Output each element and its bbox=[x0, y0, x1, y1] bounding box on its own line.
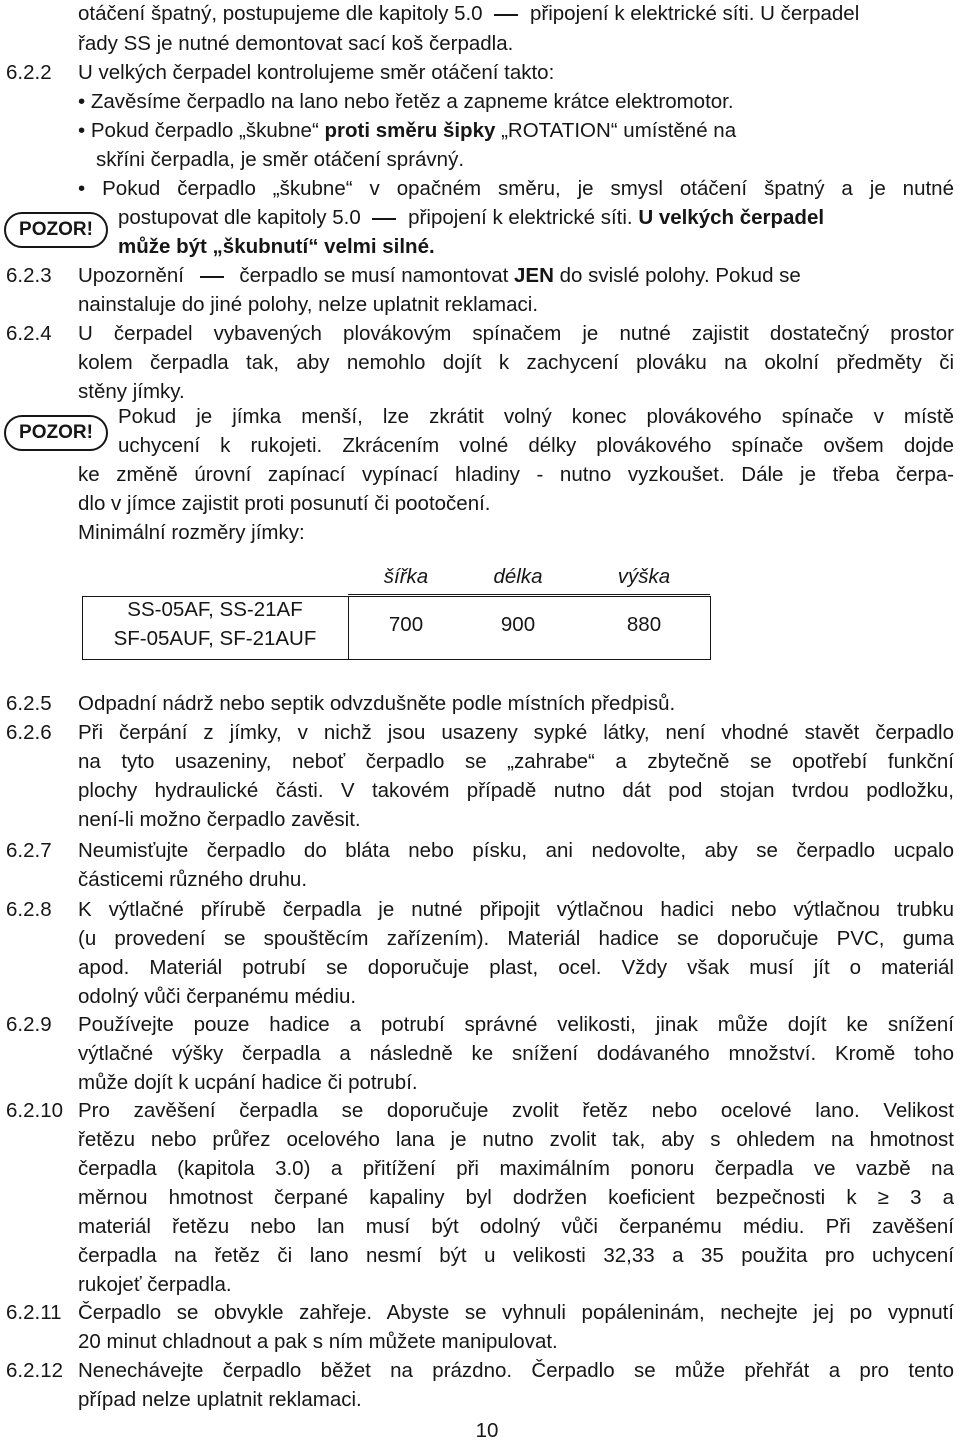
text-line: stěny jímky. bbox=[78, 380, 185, 403]
section-number: 6.2.6 bbox=[6, 721, 52, 744]
text-line: apod. Materiál potrubí se doporučuje plast, ocel. Vždy však musí jít o materiál bbox=[78, 956, 954, 979]
table-divider bbox=[348, 596, 349, 660]
bold-text: U velkých čerpadel bbox=[638, 206, 825, 229]
bold-text: může být „škubnutí“ velmi silné. bbox=[118, 235, 435, 258]
text-line: Nenechávejte čerpadlo běžet na prázdno. Čerpadlo se může přehřát a pro tento bbox=[78, 1359, 954, 1382]
text-line: na tyto usazeniny, neboť čerpadlo se „zahrabe“ a zbytečně se opotřebí funkční bbox=[78, 750, 954, 773]
section-number: 6.2.12 bbox=[6, 1359, 63, 1382]
text-line bbox=[78, 2, 954, 26]
text-line: uchycení k rukojeti. Zkrácením volné délky plovákového spínače ovšem dojde bbox=[118, 434, 954, 457]
section-number: 6.2.8 bbox=[6, 898, 52, 921]
table-cell-value: 880 bbox=[626, 613, 662, 636]
text-span: postupovat dle kapitoly 5.0 bbox=[118, 206, 361, 229]
text-line: U velkých čerpadel kontrolujeme směr otáčení takto: bbox=[78, 61, 555, 84]
section-number: 6.2.10 bbox=[6, 1099, 63, 1122]
section-number: 6.2.5 bbox=[6, 692, 52, 715]
text-line: nainstaluje do jiné polohy, nelze uplatnit reklamaci. bbox=[78, 293, 539, 316]
bold-text: JEN bbox=[514, 264, 554, 287]
text-span: čerpadlo se musí namontovat bbox=[239, 264, 509, 287]
text-line: čerpadla (kapitola 3.0) a přitížení při maximálním ponoru čerpadla ve vazbě na bbox=[78, 1157, 954, 1180]
text-line: kolem čerpadla tak, aby nemohlo dojít k zachycení plováku na okolní předměty či bbox=[78, 351, 954, 374]
text-span: připojení k elektrické síti. bbox=[408, 206, 633, 229]
text-line: výtlačné výšky čerpadla a následně ke snížení dodávaného množství. Kromě toho bbox=[78, 1042, 954, 1065]
text-line: Neumisťujte čerpadlo do bláta nebo písku, ani nedovolte, aby se čerpadlo ucpalo bbox=[78, 839, 954, 862]
page-number: 10 bbox=[475, 1419, 499, 1442]
section-number: 6.2.4 bbox=[6, 322, 52, 345]
section-number: 6.2.11 bbox=[6, 1301, 62, 1324]
table-divider bbox=[710, 596, 711, 660]
text-line: částicemi různého druhu. bbox=[78, 868, 308, 891]
text-span: otáčení špatný, postupujeme dle kapitoly 5.0 bbox=[78, 2, 483, 25]
text-line: ke změně úrovní zapínací vypínací hladiny - nutno vyzkoušet. Dále je třeba čerpa- bbox=[78, 463, 954, 486]
table-cell-model: SS-05AF, SS-21AF bbox=[127, 598, 303, 621]
text-line: U čerpadel vybavených plovákovým spínačem je nutné zajistit dostatečný prostor bbox=[78, 322, 954, 345]
table-cell-model: SF-05AUF, SF-21AUF bbox=[113, 627, 317, 650]
bullet-item bbox=[78, 119, 954, 143]
text-line: může dojít k ucpání hadice či potrubí. bbox=[78, 1071, 418, 1094]
text-line: rukojeť čerpadla. bbox=[78, 1273, 232, 1296]
text-line bbox=[118, 206, 954, 230]
text-line: Pokud je jímka menší, lze zkrátit volný konec plovákového spínače v místě bbox=[118, 405, 954, 428]
table-cell-value: 700 bbox=[388, 613, 424, 636]
warning-badge: POZOR! bbox=[4, 415, 108, 451]
text-line: dlo v jímce zajistit proti posunutí či pootočení. bbox=[78, 492, 491, 515]
table-divider bbox=[348, 594, 710, 595]
text-line: plochy hydraulické části. V takovém případě nutno dát pod stojan tvrdou podložku, bbox=[78, 779, 954, 802]
text-line: Čerpadlo se obvykle zahřeje. Abyste se vyhnuli popáleninám, nechejte jej po vypnutí bbox=[78, 1301, 954, 1324]
text-line: K výtlačné přírubě čerpadla je nutné připojit výtlačnou hadici nebo výtlačnou trubku bbox=[78, 898, 954, 921]
text-line: řady SS je nutné demontovat sací koš čerpadla. bbox=[78, 32, 514, 55]
text-line: materiál řetězu nebo lan musí být odolný vůči čerpanému médiu. Při zavěšení bbox=[78, 1215, 954, 1238]
text-line: (u provedení se spouštěcím zařízením). Materiál hadice se doporučuje PVC, guma bbox=[78, 927, 954, 950]
text-line: případ nelze uplatnit reklamaci. bbox=[78, 1388, 362, 1411]
table-divider bbox=[82, 596, 348, 597]
text-line: Používejte pouze hadice a potrubí správné velikosti, jinak může dojít ke snížení bbox=[78, 1013, 954, 1036]
text-line: není-li možno čerpadlo zavěsit. bbox=[78, 808, 361, 831]
text-span: • Pokud čerpadlo „škubne“ bbox=[78, 119, 325, 142]
text-line bbox=[78, 264, 954, 288]
text-line: Při čerpání z jímky, v nichž jsou usazeny sypké látky, není vhodné stavět čerpadlo bbox=[78, 721, 954, 744]
table-cell-value: 900 bbox=[500, 613, 536, 636]
text-span: Upozornění bbox=[78, 264, 184, 287]
table-header: šířka bbox=[383, 565, 429, 588]
text-span: připojení k elektrické síti. U čerpadel bbox=[529, 2, 860, 25]
table-divider bbox=[82, 659, 711, 660]
table-header: délka bbox=[493, 565, 543, 588]
section-number: 6.2.3 bbox=[6, 264, 52, 287]
text-line: skříni čerpadla, je směr otáčení správný. bbox=[96, 148, 465, 171]
table-divider bbox=[348, 596, 710, 597]
text-span: „ROTATION“ umístěné na bbox=[495, 119, 737, 142]
section-number: 6.2.7 bbox=[6, 839, 52, 862]
section-number: 6.2.2 bbox=[6, 61, 52, 84]
warning-badge: POZOR! bbox=[4, 212, 108, 248]
text-line: čerpadla na řetěz či lano nesmí být u velikosti 32,33 a 35 použita pro uchycení bbox=[78, 1244, 954, 1267]
bullet-item: • Pokud čerpadlo „škubne“ v opačném směru, je smysl otáčení špatný a je nutné bbox=[78, 177, 954, 200]
text-span: do svislé polohy. Pokud se bbox=[559, 264, 801, 287]
text-line: Minimální rozměry jímky: bbox=[78, 521, 305, 544]
section-number: 6.2.9 bbox=[6, 1013, 52, 1036]
text-line: Odpadní nádrž nebo septik odvzdušněte podle místních předpisů. bbox=[78, 692, 676, 715]
text-line: Pro zavěšení čerpadla se doporučuje zvolit řetěz nebo ocelové lano. Velikost bbox=[78, 1099, 954, 1122]
text-line: odolný vůči čerpanému médiu. bbox=[78, 985, 357, 1008]
table-header: výška bbox=[617, 565, 671, 588]
text-line: měrnou hmotnost čerpané kapaliny byl dodržen koeficient bezpečnosti k ≥ 3 a bbox=[78, 1186, 954, 1209]
text-line: řetězu nebo průřez ocelového lana je nutno zvolit tak, aby s ohledem na hmotnost bbox=[78, 1128, 954, 1151]
text-line: 20 minut chladnout a pak s ním můžete manipulovat. bbox=[78, 1330, 558, 1353]
bold-text: proti směru šipky bbox=[324, 119, 496, 142]
bullet-item: • Zavěsíme čerpadlo na lano nebo řetěz a zapneme krátce elektromotor. bbox=[78, 90, 734, 113]
